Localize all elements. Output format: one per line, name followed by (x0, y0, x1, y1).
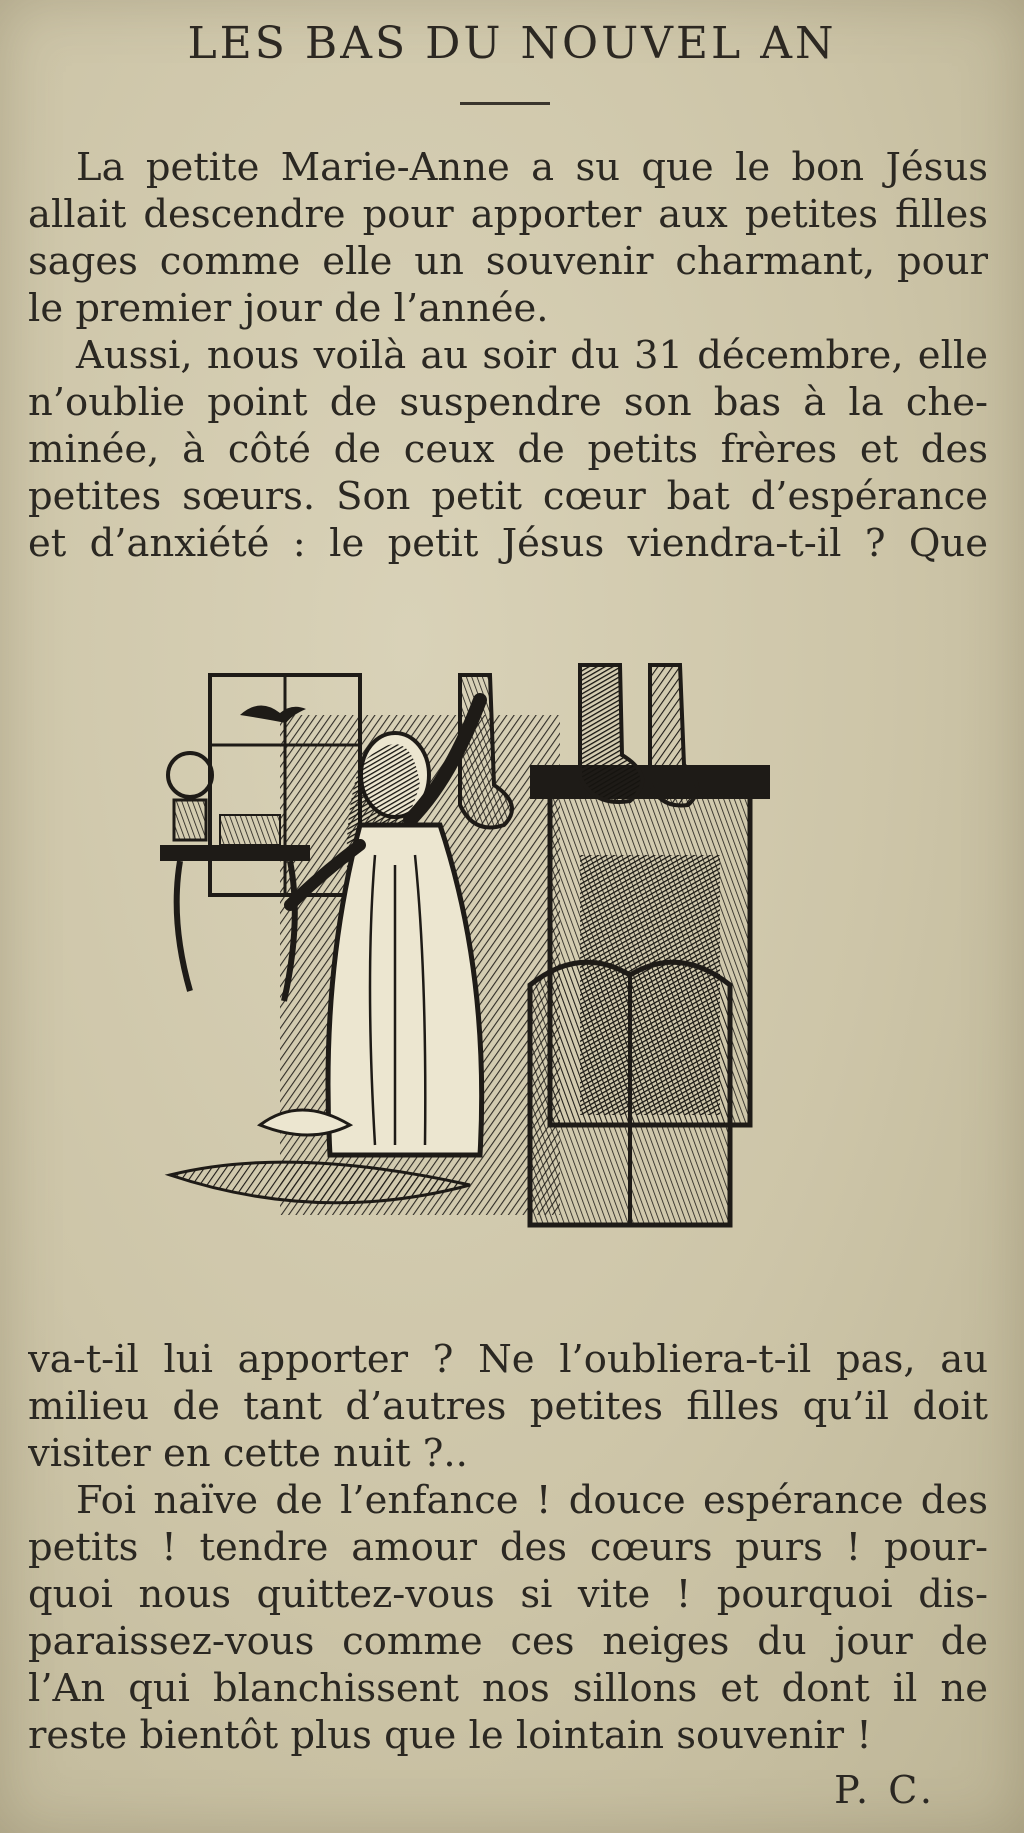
text-line: petites sœurs. Son petit cœur bat d’espérance (28, 474, 988, 519)
text-line: sages comme elle un souvenir charmant, pour (28, 239, 988, 284)
title-divider (460, 102, 550, 105)
text-line: Foi naïve de l’enfance ! douce espérance des (76, 1478, 988, 1523)
text-line: minée, à côté de ceux de petits frères et des (28, 427, 988, 472)
author-signature: P. C. (834, 1768, 936, 1812)
article-text-top (28, 144, 988, 567)
article-text-bottom (28, 1336, 988, 1759)
text-line: visiter en cette nuit ?.. (28, 1431, 468, 1476)
text-line: n’oublie point de suspendre son bas à la che- (28, 380, 988, 425)
text-line: paraissez-vous comme ces neiges du jour de (28, 1619, 988, 1664)
text-line: l’An qui blanchissent nos sillons et dont il ne (28, 1666, 988, 1711)
text-line: La petite Marie-Anne a su que le bon Jésus (76, 145, 988, 190)
text-line: reste bientôt plus que le lointain souvenir ! (28, 1713, 872, 1758)
text-line: milieu de tant d’autres petites filles qu’il doit (28, 1384, 988, 1429)
text-line: et d’anxiété : le petit Jésus viendra-t-il ? Que (28, 521, 988, 566)
text-line: quoi nous quittez-vous si vite ! pourquoi dis- (28, 1572, 988, 1617)
text-line: allait descendre pour apporter aux petites filles (28, 192, 988, 237)
engraving-girl-hanging-stocking-icon (160, 655, 850, 1267)
text-line: le premier jour de l’année. (28, 286, 549, 331)
text-line: Aussi, nous voilà au soir du 31 décembre, elle (76, 333, 988, 378)
text-line: petits ! tendre amour des cœurs purs ! pour- (28, 1525, 988, 1570)
article-title: LES BAS DU NOUVEL AN (187, 18, 837, 69)
text-line: va-t-il lui apporter ? Ne l’oubliera-t-il pas, au (28, 1337, 988, 1382)
